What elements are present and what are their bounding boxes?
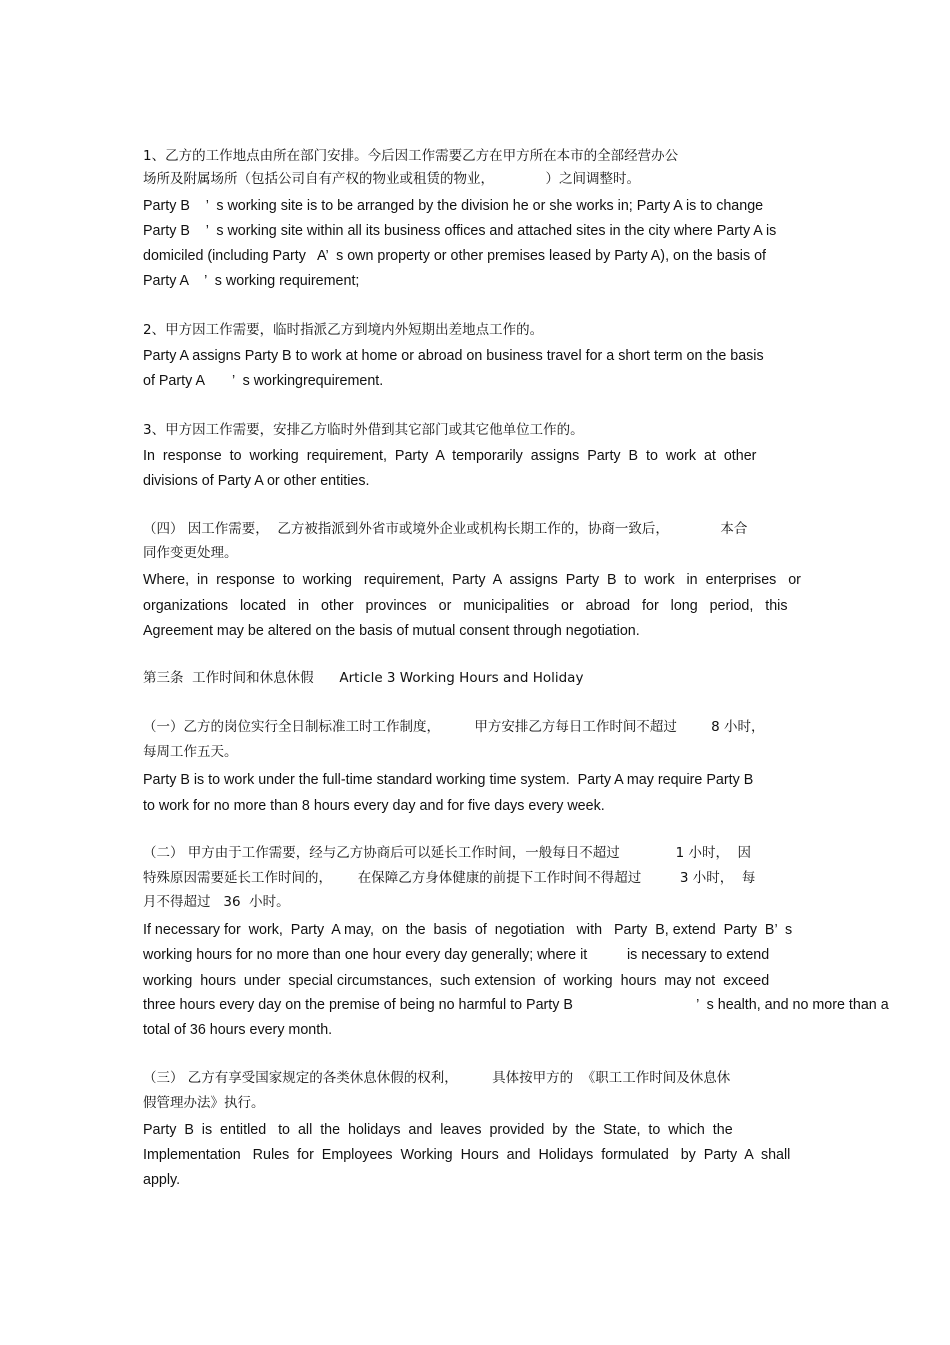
clause-3-zh-line-1: 3、甲方因工作需要，安排乙方临时外借到其它部门或其它他单位工作的。 xyxy=(143,422,584,438)
article-3-item-2-zh-line-3: 月不得超过 36 小时。 xyxy=(143,894,290,910)
article-3-item-3-zh-line-1: （三） 乙方有享受国家规定的各类休息休假的权利， 具体按甲方的 《职工工作时间及休息休 xyxy=(143,1070,731,1086)
clause-2-zh-line-1: 2、甲方因工作需要，临时指派乙方到境内外短期出差地点工作的。 xyxy=(143,322,544,338)
article-3-item-2-en-line-4: three hours every day on the premise of being no harmful to Party B ’ s health, and no more than a xyxy=(143,997,889,1013)
article-3-item-2-en-line-5: total of 36 hours every month. xyxy=(143,1022,333,1038)
article-3-item-2-zh-line-1: （二） 甲方由于工作需要，经与乙方协商后可以延长工作时间，一般每日不超过 1 小时， 因 xyxy=(143,845,752,861)
clause-2-en-line-1: Party A assigns Party B to work at home or abroad on business travel for a short term on the basis xyxy=(143,348,764,364)
article-3-item-2-zh-line-2: 特殊原因需要延长工作时间的， 在保障乙方身体健康的前提下工作时间不得超过 3 小时， 每 xyxy=(143,870,756,886)
article-3-item-1-en-line-2: to work for no more than 8 hours every day and for five days every week. xyxy=(143,798,605,814)
article-3-item-3-en-line-1: Party B is entitled to all the holidays and leaves provided by the State, to which the xyxy=(143,1122,733,1138)
clause-4-en-line-2: organizations located in other provinces or municipalities or abroad for long period, this xyxy=(143,598,788,614)
article-3-item-1-en-line-1: Party B is to work under the full-time standard working time system. Party A may require Party B xyxy=(143,772,754,788)
article-3-item-3-en-line-2: Implementation Rules for Employees Working Hours and Holidays formulated by Party A shall xyxy=(143,1147,791,1163)
article-3-item-1-zh-line-1: （一）乙方的岗位实行全日制标准工时工作制度， 甲方安排乙方每日工作时间不超过 8 小时， xyxy=(143,719,765,735)
article-3-heading: 第三条 工作时间和休息休假 Article 3 Working Hours and Holiday xyxy=(143,670,584,686)
clause-1-en-line-2: Party B ’ s working site within all its business offices and attached sites in the city where Party A is xyxy=(143,223,777,239)
clause-1-en-line-3: domiciled (including Party A’ s own property or other premises leased by Party A), on the basis of xyxy=(143,248,767,264)
article-3-item-2-en-line-3: working hours under special circumstances, such extension of working hours may not exceed xyxy=(143,973,770,989)
clause-1-en-line-1: Party B ’ s working site is to be arranged by the division he or she works in; Party A is to change xyxy=(143,198,764,214)
clause-1-en-line-4: Party A ’ s working requirement; xyxy=(143,273,360,289)
article-3-item-3-en-line-3: apply. xyxy=(143,1172,181,1188)
clause-4-zh-line-2: 同作变更处理。 xyxy=(143,545,238,561)
article-3-item-3-zh-line-2: 假管理办法》执行。 xyxy=(143,1095,265,1111)
article-3-item-2-en-line-2: working hours for no more than one hour every day generally; where it is necessary to extend xyxy=(143,947,770,963)
clause-1-zh-line-1: 1、乙方的工作地点由所在部门安排。今后因工作需要乙方在甲方所在本市的全部经营办公 xyxy=(143,148,679,164)
clause-4-en-line-1: Where, in response to working requirement, Party A assigns Party B to work in enterprises or xyxy=(143,572,801,588)
clause-3-en-line-1: In response to working requirement, Party A temporarily assigns Party B to work at other xyxy=(143,448,757,464)
clause-1-zh-line-2: 场所及附属场所（包括公司自有产权的物业或租赁的物业， ）之间调整时。 xyxy=(143,171,640,187)
clause-4-zh-line-1: （四） 因工作需要， 乙方被指派到外省市或境外企业或机构长期工作的，协商一致后， 本合 xyxy=(143,521,748,537)
clause-3-en-line-2: divisions of Party A or other entities. xyxy=(143,473,370,489)
clause-4-en-line-3: Agreement may be altered on the basis of mutual consent through negotiation. xyxy=(143,623,640,639)
article-3-item-2-en-line-1: If necessary for work, Party A may, on the basis of negotiation with Party B, extend Party B’ s xyxy=(143,922,793,938)
article-3-item-1-zh-line-2: 每周工作五天。 xyxy=(143,744,238,760)
clause-2-en-line-2: of Party A ’ s workingrequirement. xyxy=(143,373,384,389)
